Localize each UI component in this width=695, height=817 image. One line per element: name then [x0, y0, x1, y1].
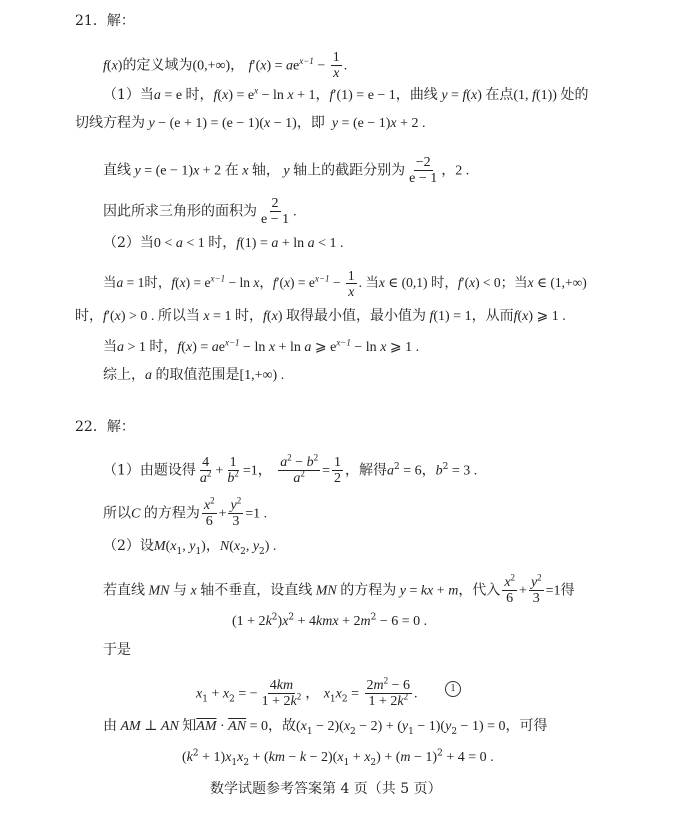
q22-part2-line1: （2）设$M(x_1$, $y_1$)，$N(x_2$, $y_2$) . — [103, 538, 277, 557]
q21-domain-line: f(x)的定义域为(0,+∞)， $f'(x) = ae^{x-1}$ − $\frac{1}{x}$ . — [103, 50, 348, 81]
q22-yushi: 于是 — [103, 642, 131, 658]
q21-conclusion: 综上，a 的取值范围是[1,+∞) . — [103, 367, 285, 383]
q22-part2-line2: 若直线 MN 与 x 轴不垂直，设直线 MN 的方程为 y = kx + m，代入 $\frac{x^2}{6}$ + $\frac{y^2}{3}$ =1得 — [103, 572, 575, 606]
q22-heading: 22．解： — [75, 419, 135, 435]
q21-part2-line4: 当a > 1 时，$f(x) = ae^{x-1} - \ln x + \ln a$ ⩾ $e^{x-1} - \ln x$ ⩾ 1 . — [103, 337, 420, 355]
q22-eq-quadratic: $(1 + 2k^2)x^2 + 4kmx + 2m^2 - 6 = 0$ . — [232, 612, 428, 629]
q21-part1-line2: 切线方程为 y − (e + 1) = (e − 1)(x − 1)，即 y = (e − 1)x + 2 . — [75, 115, 426, 131]
q22-perp-line: 由 AM ⊥ AN 知$\overline{AM} \cdot \overline{AN} = 0$，故$(x_1 - 2)(x_2 - 2) + (y_1 - 1)(y_2 - 1) = 0$，可得 — [103, 718, 548, 737]
q21-area: 因此所求三角形的面积为 $\frac{2}{e - 1}$ . — [103, 196, 297, 227]
q21-heading: 21．解： — [75, 13, 135, 29]
q21-part1-line1: （1）当a = e 时，$f(x) = e^x - \ln x + 1$，f′(1) = e − 1，曲线 y = f(x) 在点(1, f(1)) 处的 — [103, 85, 589, 103]
q21-part2-line1: （2）当0 < a < 1 时，f(1) = a + ln a < 1 . — [103, 235, 344, 251]
q22-part1-line1: （1）由题设得 $\frac{4}{a^2}$ + $\frac{1}{b^2}$ =1， $\frac{a^2 - b^2}{a^2}$ = $\frac{1}{2}$ ，解得$a^2 = 6$，$b^2 = 3$ . — [103, 452, 478, 486]
page-footer: 数学试题参考答案第 4 页（共 5 页） — [210, 781, 442, 797]
equation-label-1: 1 — [445, 678, 461, 697]
q21-intercepts: 直线 y = (e − 1)x + 2 在 x 轴， y 轴上的截距分别为 $\frac{-2}{e - 1}$ ，2 . — [103, 155, 470, 186]
q22-eq-final: $(k^2 + 1)x_1x_2 + (km - k - 2)(x_1 + x_2) + (m - 1)^2 + 4 = 0$ . — [182, 748, 494, 768]
q22-part1-line2: 所以C 的方程为 $\frac{x^2}{6}$ + $\frac{y^2}{3}$ =1 . — [103, 495, 268, 529]
q22-eq-vieta: $x_1 + x_2$ = − $\frac{4km}{1 + 2k^2}$ ， $x_1x_2$ = $\frac{2m^2 - 6}{1 + 2k^2}$ . — [196, 675, 418, 709]
q21-part2-line2: 当a = 1时，$f(x) = e^{x-1} - \ln x$，$f'(x) = e^{x-1}$ − $\frac{1}{x}$ . 当x ∈ (0,1) 时，f′(x) < 0；当x ∈ (1,+∞) — [103, 268, 587, 299]
q21-part2-line3: 时，f′(x) > 0 . 所以当 x = 1 时，f(x) 取得最小值，最小值为 f(1) = 1，从而f(x) ⩾ 1 . — [75, 308, 566, 324]
